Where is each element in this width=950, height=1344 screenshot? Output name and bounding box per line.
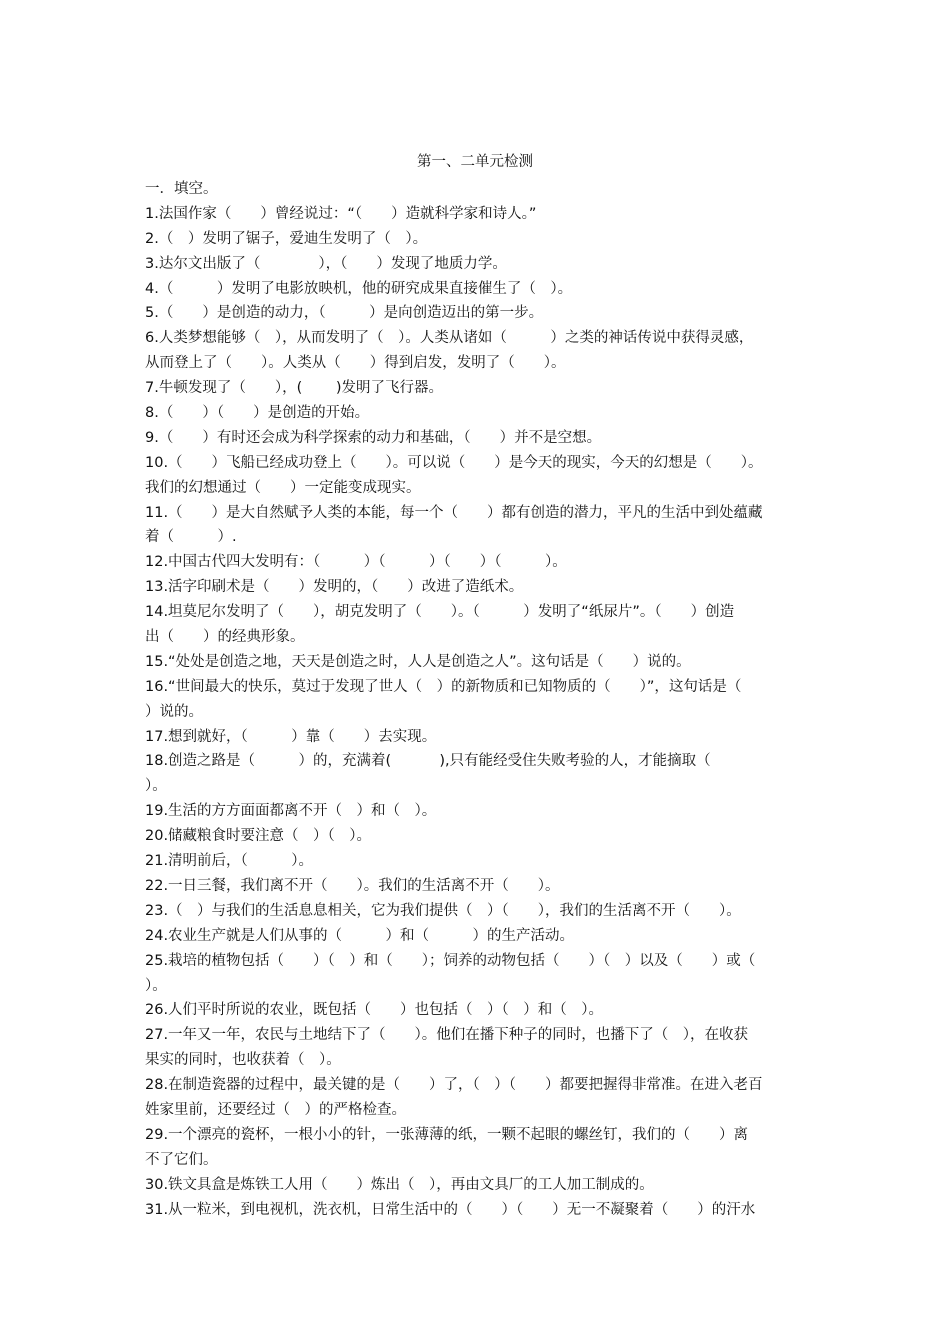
question-list bbox=[145, 177, 815, 1222]
page-title: 第一、二单元检测 bbox=[417, 154, 533, 170]
text-line: 4.（ ）发明了电影放映机，他的研究成果直接催生了（ ）。 bbox=[145, 280, 573, 297]
text-line: 31.从一粒米，到电视机，洗衣机，日常生活中的（ ）（ ）无一不凝聚着（ ）的汗水 bbox=[145, 1201, 756, 1218]
text-line: 一．填空。 bbox=[145, 181, 218, 197]
text-line: ）。 bbox=[145, 778, 167, 795]
text-line: 5.（ ）是创造的动力，（ ）是向创造迈出的第一步。 bbox=[145, 305, 544, 322]
text-line: 26.人们平时所说的农业，既包括（ ）也包括（ ）（ ）和（ ）。 bbox=[145, 1002, 604, 1019]
text-line: ）说的。 bbox=[145, 703, 203, 720]
text-line: 1.法国作家（ ）曾经说过：“（ ）造就科学家和诗人。” bbox=[145, 205, 537, 222]
text-line: 13.活字印刷术是（ ）发明的，（ ）改进了造纸术。 bbox=[145, 579, 524, 596]
text-line: 不了它们。 bbox=[145, 1151, 218, 1168]
text-line: 19.生活的方方面面都离不开（ ）和（ ）。 bbox=[145, 803, 437, 820]
text-line: 14.坦莫尼尔发明了（ ），胡克发明了（ ）。（ ）发明了“纸尿片”。（ ）创造 bbox=[145, 604, 735, 621]
text-line: 27.一年又一年，农民与土地结下了（ ）。他们在播下种子的同时，也播下了（ ），在收获 bbox=[145, 1027, 749, 1044]
text-line: 25.栽培的植物包括（ ）（ ）和（ ）；饲养的动物包括（ ）（ ）以及（ ）或（ bbox=[145, 952, 756, 969]
text-line: 2.（ ）发明了锯子，爱迪生发明了（ ）。 bbox=[145, 230, 428, 247]
text-line: 16.“世间最大的快乐，莫过于发现了世人（ ）的新物质和已知物质的（ ）”，这句话是（ bbox=[145, 678, 742, 695]
text-line: 21.清明前后，（ ）。 bbox=[145, 853, 314, 870]
text-line: 29.一个漂亮的瓷杯，一根小小的针，一张薄薄的纸，一颗不起眼的螺丝钉，我们的（ ）离 bbox=[145, 1126, 749, 1143]
text-line: 30.铁文具盒是炼铁工人用（ ）炼出（ ），再由文具厂的工人加工制成的。 bbox=[145, 1176, 654, 1193]
text-line: 3.达尔文出版了（ ），（ ）发现了地质力学。 bbox=[145, 255, 507, 272]
text-line: 7.牛顿发现了（ ），( )发明了飞行器。 bbox=[145, 380, 444, 397]
text-line: 15.“处处是创造之地，天天是创造之时，人人是创造之人”。这句话是（ ）说的。 bbox=[145, 653, 691, 670]
text-line: 10.（ ）飞船已经成功登上（ ）。可以说（ ）是今天的现实，今天的幻想是（ ）。 bbox=[145, 454, 763, 471]
text-line: 6.人类梦想能够（ ），从而发明了（ ）。人类从诸如（ ）之类的神话传说中获得灵感， bbox=[145, 330, 754, 347]
text-line: ）。 bbox=[145, 977, 167, 994]
text-line: 20.储藏粮食时要注意（ ）（ ）。 bbox=[145, 828, 372, 845]
text-line: 出（ ）的经典形象。 bbox=[145, 629, 305, 646]
text-line: 从而登上了（ ）。人类从（ ）得到启发，发明了（ ）。 bbox=[145, 355, 566, 372]
text-line: 23.（ ）与我们的生活息息相关，它为我们提供（ ）（ ），我们的生活离不开（ ）。 bbox=[145, 902, 741, 919]
text-line: 22.一日三餐，我们离不开（ ）。我们的生活离不开（ ）。 bbox=[145, 877, 560, 894]
text-line: 28.在制造瓷器的过程中，最关键的是（ ）了，（ ）（ ）都要把握得非常准。在进入老百 bbox=[145, 1077, 763, 1094]
text-line: 17.想到就好，（ ）靠（ ）去实现。 bbox=[145, 728, 437, 745]
text-line: 11.（ ）是大自然赋予人类的本能，每一个（ ）都有创造的潜力，平凡的生活中到处蕴藏 bbox=[145, 504, 763, 521]
text-line: 姓家里前，还要经过（ ）的严格检查。 bbox=[145, 1101, 406, 1118]
text-line: 24.农业生产就是人们从事的（ ）和（ ）的生产活动。 bbox=[145, 927, 575, 944]
text-line: 9.（ ）有时还会成为科学探索的动力和基础，（ ）并不是空想。 bbox=[145, 429, 602, 446]
text-line: 着（ ）. bbox=[145, 529, 237, 546]
text-line: 12.中国古代四大发明有：（ ）（ ）（ ）（ ）。 bbox=[145, 554, 567, 571]
text-line: 8.（ ）（ ）是创造的开始。 bbox=[145, 405, 370, 422]
text-line: 果实的同时，也收获着（ ）。 bbox=[145, 1052, 341, 1069]
text-line: 18.创造之路是（ ）的，充满着( ),只有能经受住失败考验的人，才能摘取（ bbox=[145, 753, 711, 770]
text-line: 我们的幻想通过（ ）一定能变成现实。 bbox=[145, 479, 421, 496]
